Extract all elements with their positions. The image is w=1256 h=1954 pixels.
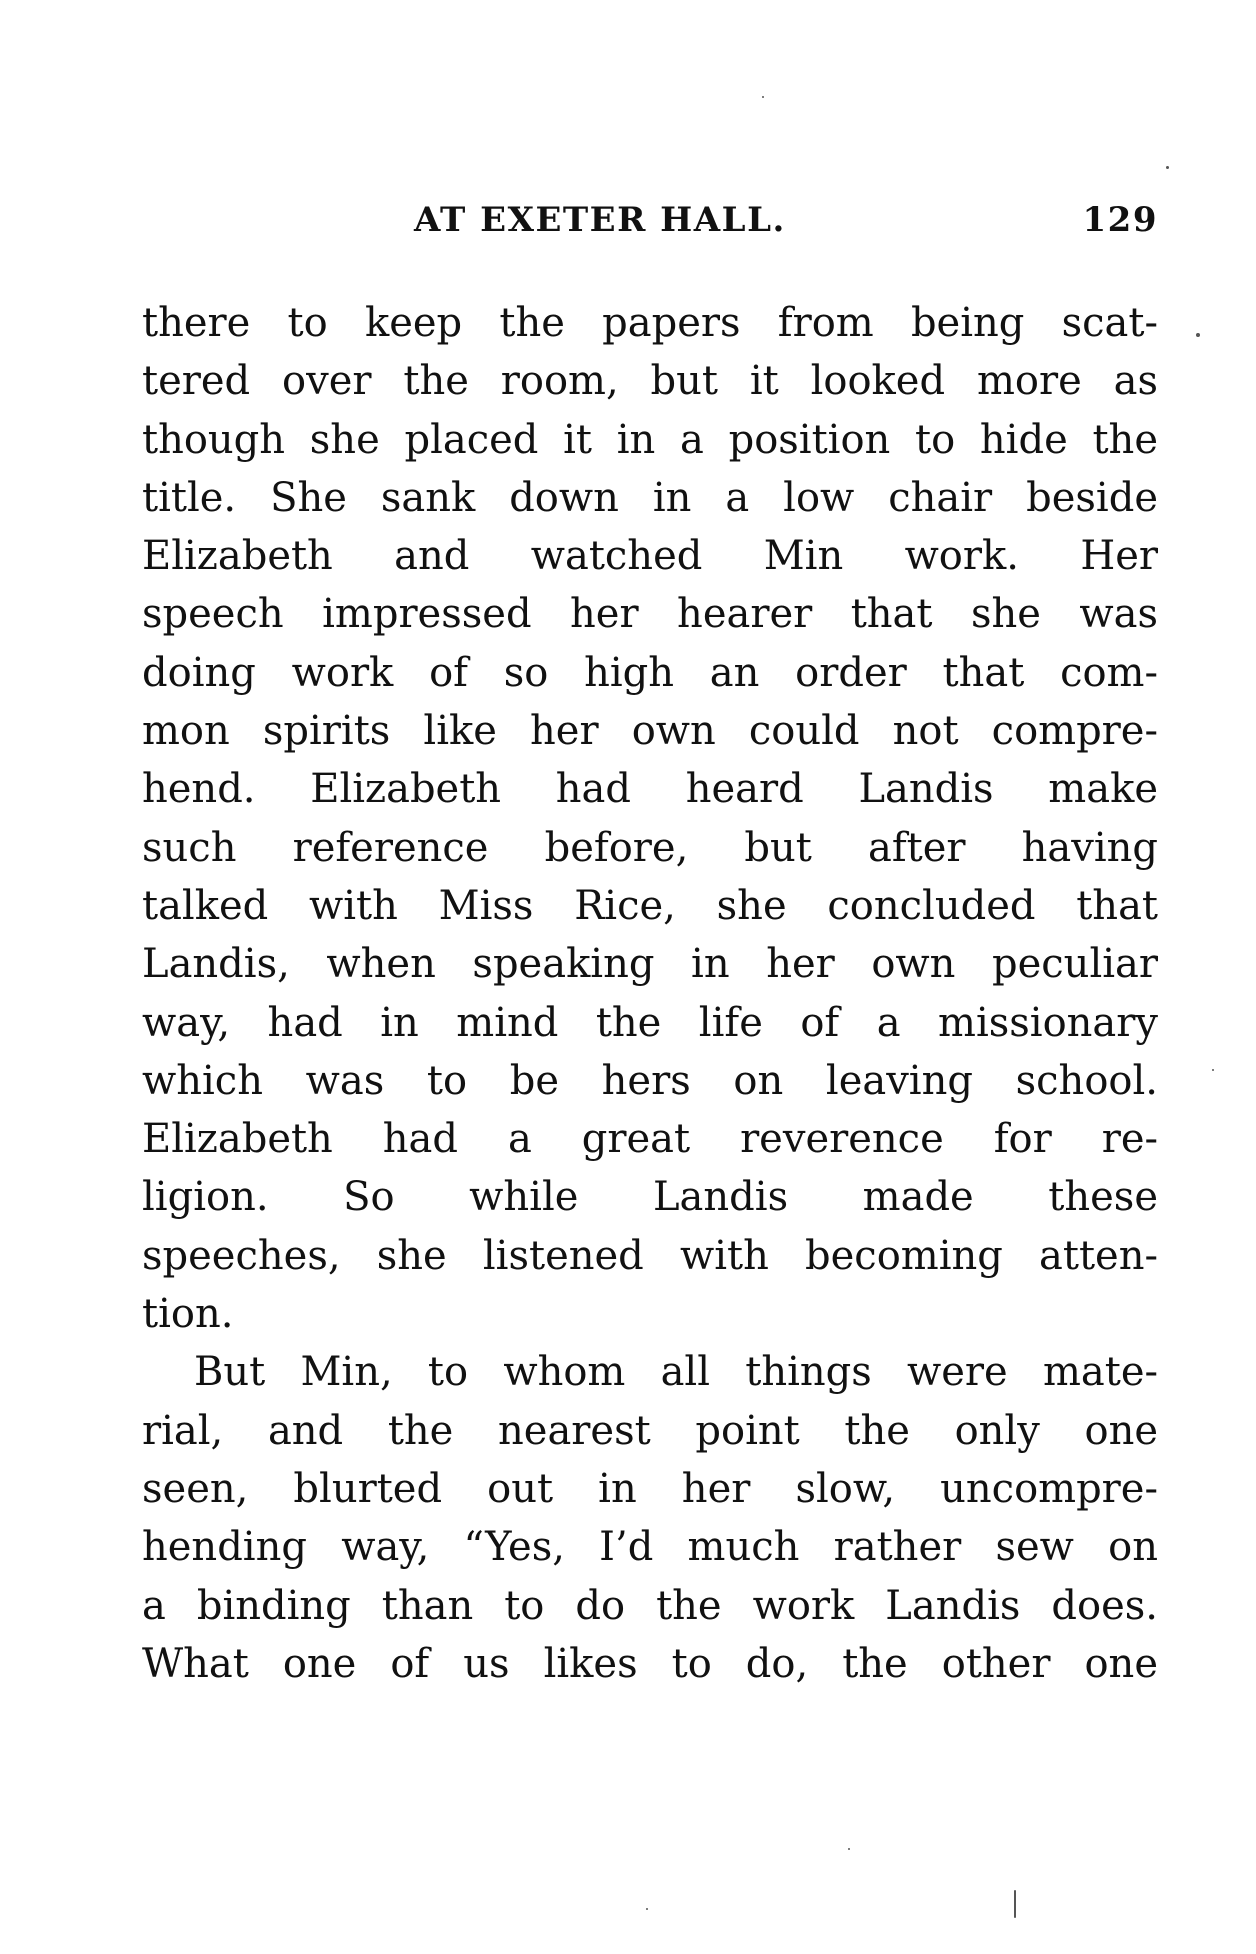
text-line: talked with Miss Rice, she concluded that [142, 882, 1158, 929]
scan-speck [1212, 1069, 1214, 1071]
running-title: AT EXETER HALL. [414, 200, 786, 240]
text-line: hending way, “Yes, I’d much rather sew on [142, 1524, 1158, 1571]
running-head [142, 200, 1158, 260]
text-line: hend. Elizabeth had heard Landis make [142, 766, 1158, 813]
body-text [142, 294, 1158, 1693]
text-line: there to keep the papers from being scat- [142, 300, 1158, 346]
text-line: seen, blurted out in her slow, uncompre- [142, 1465, 1158, 1512]
scan-speck [1014, 1890, 1016, 1918]
text-line: mon spirits like her own could not compre- [142, 708, 1158, 755]
page-number: 129 [1082, 200, 1158, 240]
scan-speck [848, 1848, 850, 1850]
scan-speck [1166, 166, 1169, 169]
text-line: title. She sank down in a low chair beside [142, 474, 1158, 521]
text-line: speeches, she listened with becoming atten- [142, 1232, 1158, 1279]
text-line: rial, and the nearest point the only one [142, 1407, 1158, 1454]
text-line: though she placed it in a position to hide the [142, 416, 1158, 463]
text-line: What one of us likes to do, the other one [142, 1640, 1158, 1687]
text-line: which was to be hers on leaving school. [142, 1057, 1158, 1104]
text-line: Elizabeth and watched Min work. Her [142, 533, 1158, 580]
text-line: way, had in mind the life of a missionary [142, 999, 1158, 1046]
text-line: ligion. So while Landis made these [142, 1174, 1158, 1221]
text-line: tered over the room, but it looked more as [142, 358, 1158, 405]
text-line: speech impressed her hearer that she was [142, 591, 1158, 638]
scan-speck [762, 96, 764, 98]
text-line: Elizabeth had a great reverence for re- [142, 1116, 1158, 1163]
paragraph-start-line: But Min, to whom all things were mate- [194, 1349, 1158, 1396]
text-line: such reference before, but after having [142, 824, 1158, 871]
text-line: Landis, when speaking in her own peculiar [142, 941, 1158, 988]
text-line: a binding than to do the work Landis does. [142, 1582, 1158, 1629]
paragraph-end-line: tion. [142, 1291, 234, 1338]
scan-speck [646, 1908, 648, 1910]
scan-speck [1196, 333, 1200, 337]
text-line: doing work of so high an order that com- [142, 649, 1158, 696]
